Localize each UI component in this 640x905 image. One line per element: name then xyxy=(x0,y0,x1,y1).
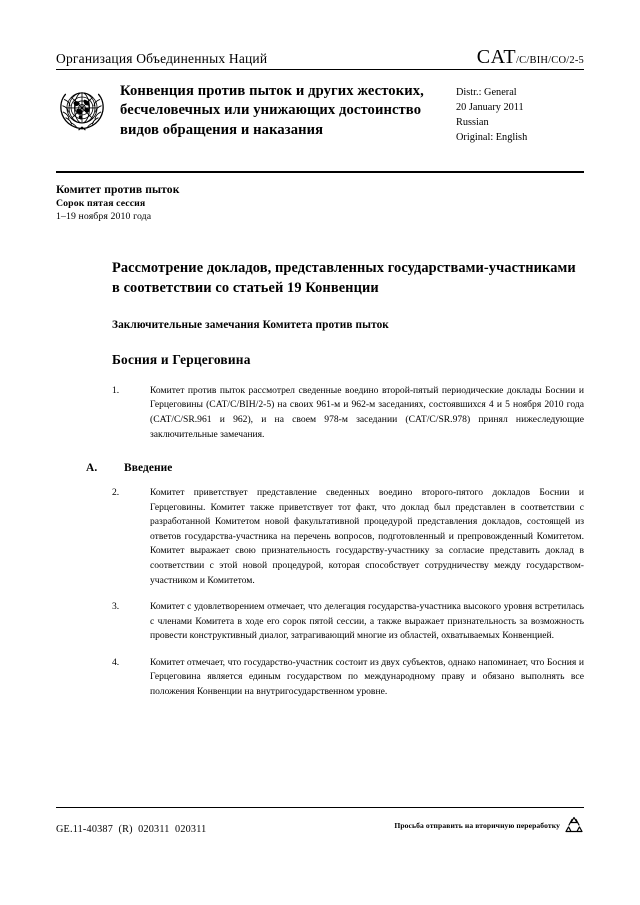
committee-session: Сорок пятая сессия xyxy=(56,197,146,209)
convention-title: Конвенция против пыток и других жестоких, бесчеловечных или унижающих достоинство видов обращения и наказания xyxy=(120,83,424,138)
document-symbol xyxy=(477,47,584,67)
recycle-icon xyxy=(564,815,584,835)
job-number: GE.11-40387 (R) 020311 020311 xyxy=(56,824,207,835)
emblem-cell xyxy=(56,81,120,136)
document-body xyxy=(56,224,584,699)
section-a-title: Введение xyxy=(124,462,173,475)
paragraph-4-text: Комитет отмечает, что государство-участник состоит из двух субъектов, однако напоминает, что Босния и Герцеговина является единым государством по международному праву и обязано выполнять все положения Конвенции на внутригосударственном уровне. xyxy=(150,656,584,698)
organization-name: Организация Объединенных Наций xyxy=(56,51,268,67)
paragraph-1 xyxy=(112,384,584,442)
recycle-notice xyxy=(394,815,584,835)
document-symbol-rest: /C/BIH/CO/2-5 xyxy=(516,55,584,66)
recycle-text: Просьба отправить на вторичную переработку xyxy=(394,820,560,830)
paragraph-3 xyxy=(112,600,584,644)
country-heading: Босния и Герцеговина xyxy=(112,351,251,367)
paragraph-4 xyxy=(112,656,584,700)
distribution-original: Original: English xyxy=(456,131,528,143)
masthead-body xyxy=(56,70,584,146)
committee-dates: 1–19 ноября 2010 года xyxy=(56,211,152,223)
paragraph-2 xyxy=(112,486,584,588)
paragraph-3-number: 3. xyxy=(112,601,120,613)
footer-row xyxy=(56,815,584,835)
un-emblem-icon xyxy=(56,84,108,136)
distribution-block xyxy=(456,81,584,146)
document-subtitle: Заключительные замечания Комитета против пыток xyxy=(112,318,389,331)
section-a-letter: A. xyxy=(86,462,98,475)
paragraph-2-number: 2. xyxy=(112,487,120,499)
distribution-language: Russian xyxy=(456,116,489,128)
committee-name: Комитет против пыток xyxy=(56,182,180,196)
distribution-type: Distr.: General xyxy=(456,87,517,98)
paragraph-3-text: Комитет с удовлетворением отмечает, что делегация государства-участника высокого уровня встретилась с членами Комитета в ходе его сорок пятой сессии, а также выражает признательность за возможность провести конструктивный диалог, затрагивающий многие из областей, охватываемых Конвенцией. xyxy=(150,601,584,642)
paragraph-2-text: Комитет приветствует представление сведенных воедино второго-пятого докладов Боснии и Герцеговины. Комитет также приветствует тот факт, что доклад был представлен в соответствии с разработанной Комитетом новой факультативной процедурой представления докладов, состоящей из ответов государства-участника на перечень вопросов, подготовленный и препровожденный Комитетом. Комитет выражает свою признательность государству-участнику за согласие представить доклад в соответствии с этой новой процедурой, которая способствует сотрудничеству между государством-участником и Комитетом. xyxy=(150,487,584,586)
page-title: Рассмотрение докладов, представленных государствами-участниками в соответствии со статьей 19 Конвенции xyxy=(112,260,576,297)
document-symbol-main: CAT xyxy=(476,46,517,68)
paragraph-4-number: 4. xyxy=(112,656,120,668)
footer-divider xyxy=(56,807,584,808)
paragraph-1-text: Комитет против пыток рассмотрел сведенные воедино второй-пятый периодические доклады Боснии и Герцеговины (CAT/C/BIH/2-5) на своих 961-м и 962-м заседаниях, состоявшихся 4 и 5 ноября 2010 года (CAT/C/SR.961 и 962), и на своем 978-м заседании (CAT/C/SR.978) принял нижеследующие заключительные замечания. xyxy=(150,384,584,440)
page-footer xyxy=(56,807,584,835)
distribution-date: 20 January 2011 xyxy=(456,101,524,113)
paragraph-1-number: 1. xyxy=(112,384,120,396)
masthead-top xyxy=(56,0,584,69)
section-heading-a xyxy=(86,462,584,474)
committee-block xyxy=(56,173,584,225)
